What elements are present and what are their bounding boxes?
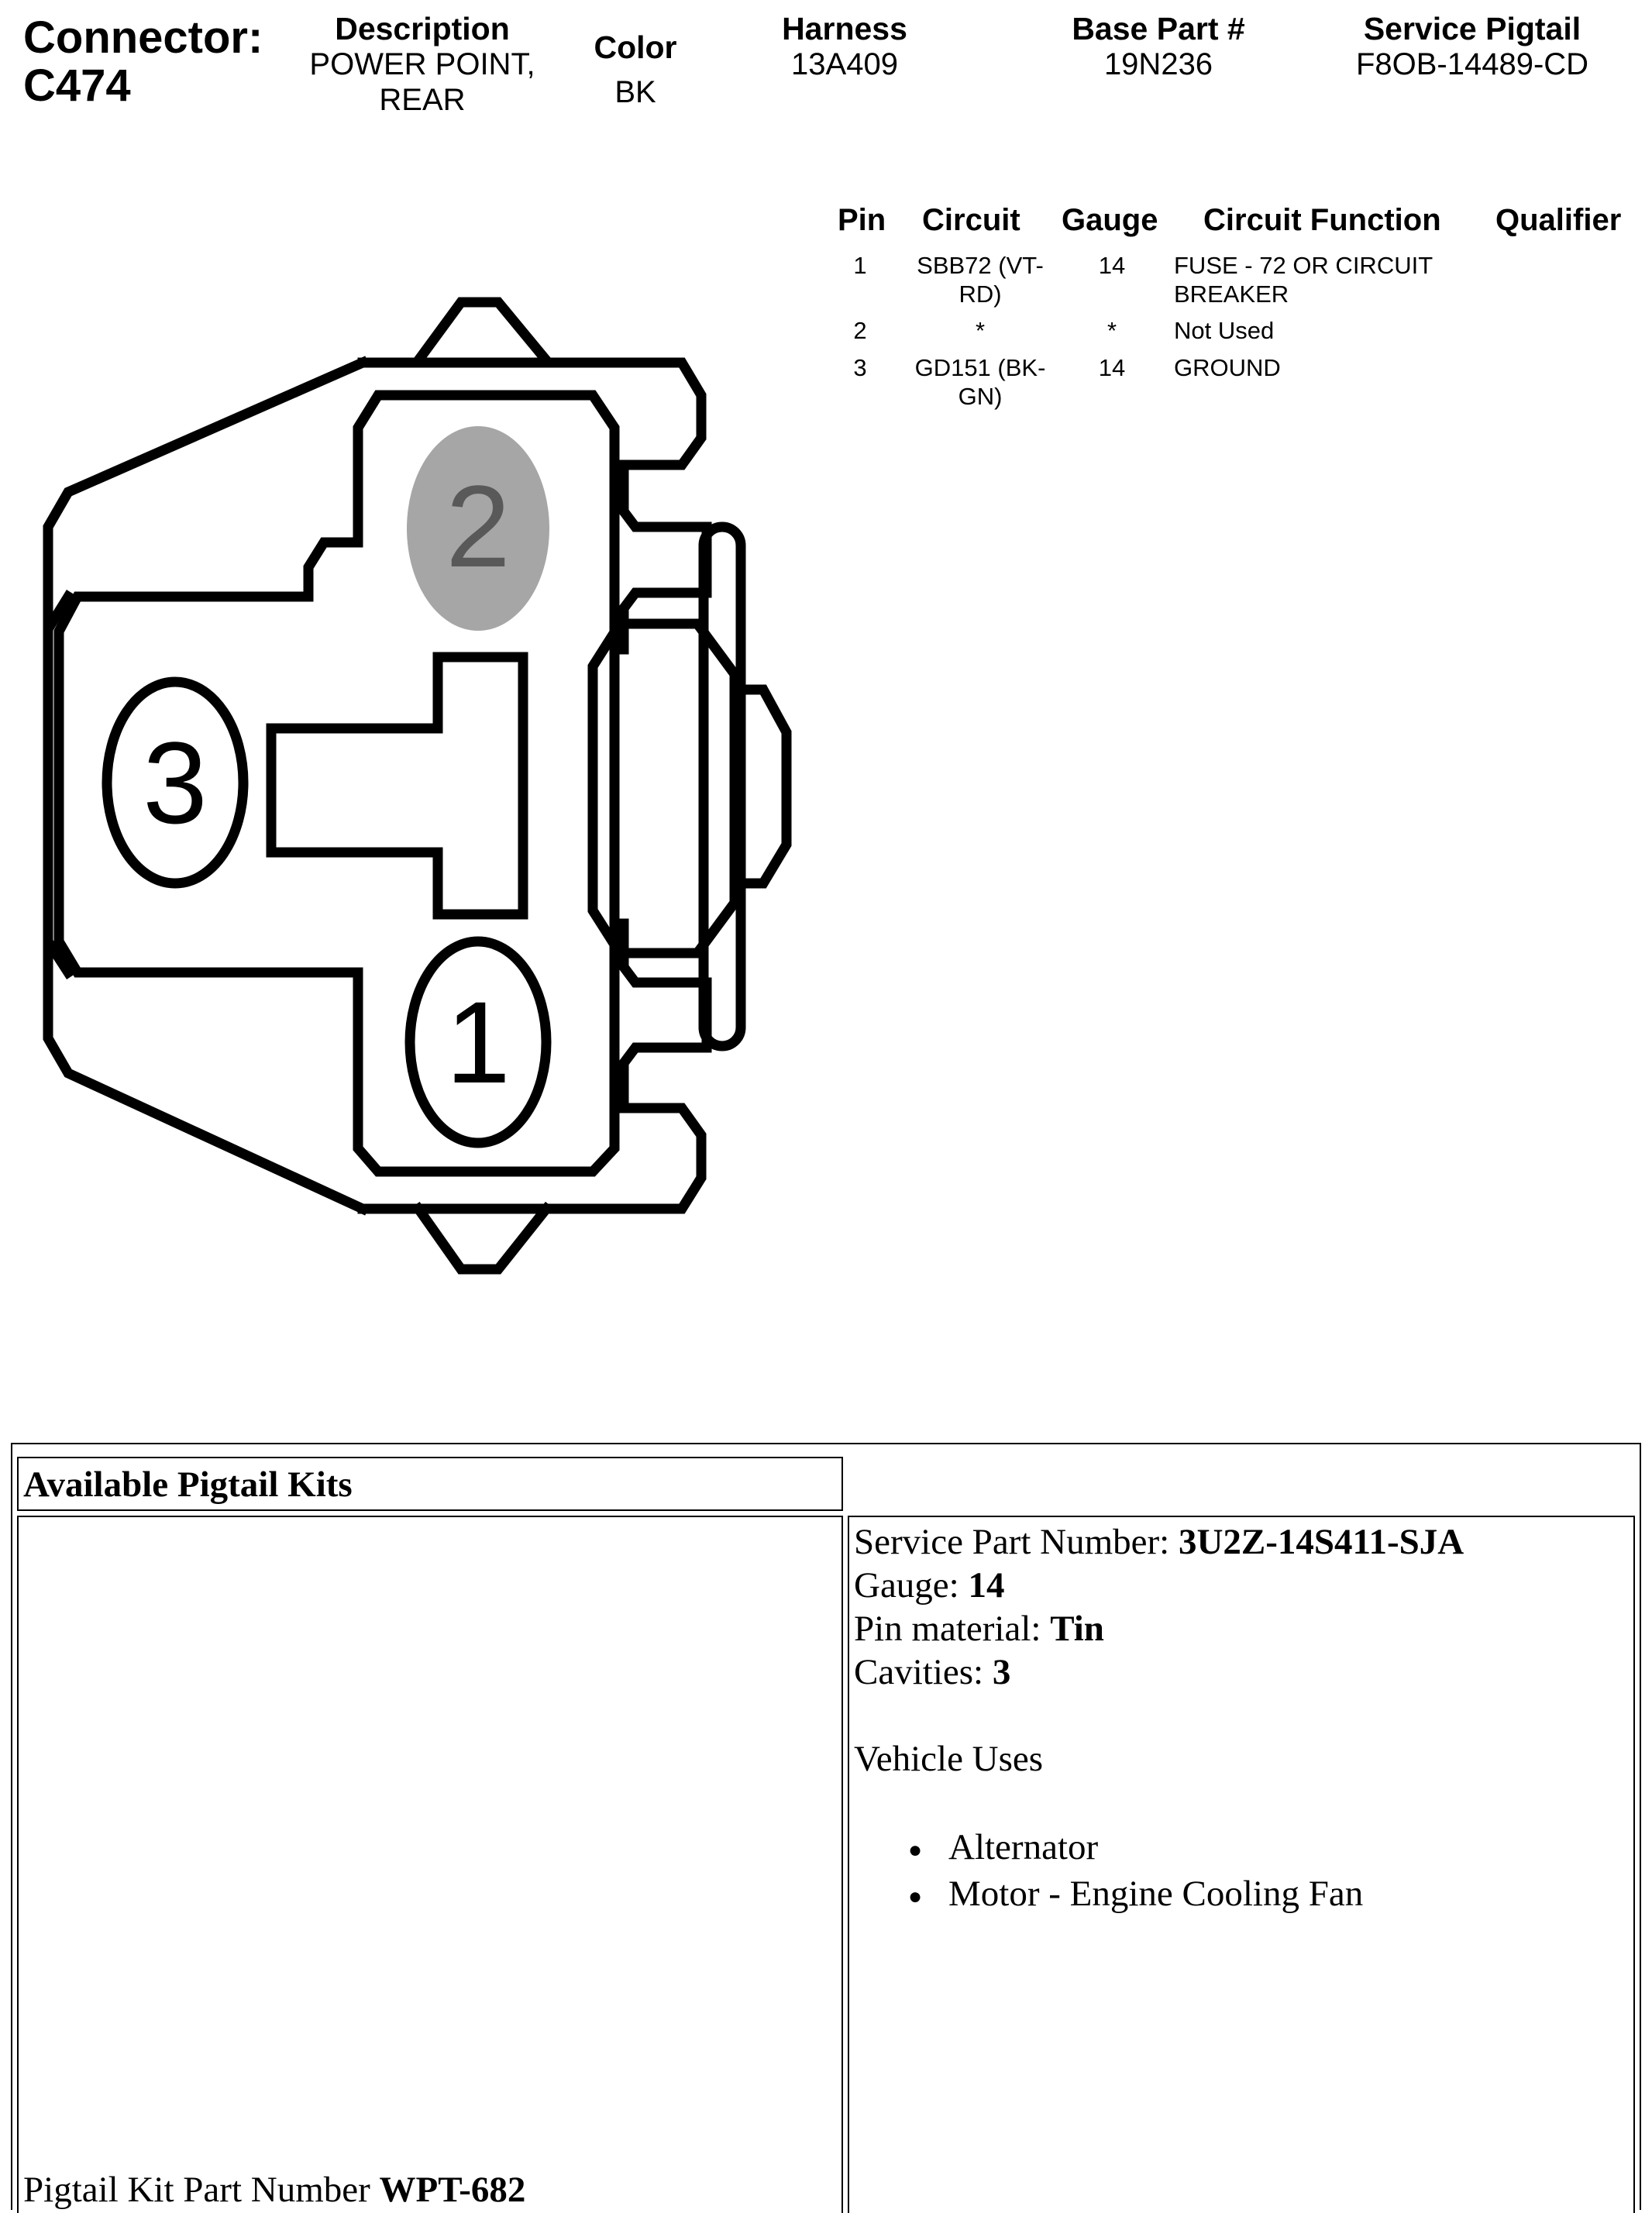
base-part-header: Base Part # xyxy=(1072,11,1245,46)
color-value: BK xyxy=(614,75,656,109)
pigtail-details-cell xyxy=(848,1516,1635,2213)
kit-part-value: WPT-682 xyxy=(379,2170,526,2210)
function-col-header: Circuit Function xyxy=(1203,203,1441,237)
bottom-latch xyxy=(418,1209,546,1269)
cavities-line xyxy=(854,1650,1464,1694)
gauge-cell: 14 xyxy=(1098,252,1126,279)
kit-part-label: Pigtail Kit Part Number xyxy=(23,2170,380,2210)
pin-1-label: 1 xyxy=(446,977,511,1107)
harness-value: 13A409 xyxy=(791,47,898,81)
service-part-value: 3U2Z-14S411-SJA xyxy=(1178,1522,1464,1562)
kit-part-line xyxy=(23,2168,525,2211)
qualifier-col-header: Qualifier xyxy=(1495,203,1622,237)
function-line1: FUSE - 72 OR CIRCUIT xyxy=(1174,252,1433,279)
circuit-line2: RD) xyxy=(959,280,1002,308)
cavities-label: Cavities: xyxy=(854,1652,993,1692)
vehicle-uses-list xyxy=(908,1826,1464,1919)
description-line2: REAR xyxy=(379,83,466,117)
bullet-icon: ● xyxy=(908,1837,923,1864)
pin-material-label: Pin material: xyxy=(854,1609,1051,1649)
base-part-value: 19N236 xyxy=(1103,47,1213,81)
function-cell: Not Used xyxy=(1174,317,1275,344)
vehicle-use: Alternator xyxy=(948,1827,1099,1867)
service-part-label: Service Part Number: xyxy=(854,1522,1179,1562)
circuit-cell: * xyxy=(975,317,986,344)
gauge-label: Gauge: xyxy=(854,1565,969,1606)
top-latch xyxy=(418,302,546,360)
vehicle-uses-heading: Vehicle Uses xyxy=(854,1739,1044,1779)
pin-number: 2 xyxy=(853,317,867,344)
pin-number: 1 xyxy=(853,252,867,279)
harness-header: Harness xyxy=(782,11,907,46)
vehicle-use: Motor - Engine Cooling Fan xyxy=(948,1874,1364,1915)
service-part-line xyxy=(854,1520,1464,1564)
gauge-value: 14 xyxy=(968,1565,1005,1606)
description-line1: POWER POINT, xyxy=(309,47,535,81)
function-cell: GROUND xyxy=(1174,354,1281,381)
color-header: Color xyxy=(594,29,677,65)
connector-label: Connector: xyxy=(23,12,263,63)
service-pigtail-value: F8OB-14489-CD xyxy=(1355,47,1589,81)
gauge-col-header: Gauge xyxy=(1062,203,1158,237)
list-item xyxy=(908,1872,1464,1919)
list-item xyxy=(908,1826,1464,1872)
circuit-col-header: Circuit xyxy=(922,203,1020,237)
bullet-icon: ● xyxy=(908,1884,923,1910)
pin-number: 3 xyxy=(853,354,867,381)
gauge-cell: 14 xyxy=(1098,354,1126,381)
pigtail-image-cell xyxy=(17,1516,843,2213)
pigtail-title-cell xyxy=(17,1457,843,1511)
service-pigtail-header: Service Pigtail xyxy=(1363,11,1581,46)
cavities-value: 3 xyxy=(992,1652,1011,1692)
pin-3-label: 3 xyxy=(143,718,208,848)
pin-col-header: Pin xyxy=(838,203,886,237)
section-title: Available Pigtail Kits xyxy=(23,1464,353,1505)
connector-id: C474 xyxy=(23,60,131,111)
gauge-cell: * xyxy=(1106,317,1117,344)
t-slot xyxy=(271,657,523,914)
pin-material-line xyxy=(854,1607,1464,1650)
circuit-line1: SBB72 (VT- xyxy=(917,252,1044,279)
gauge-line xyxy=(854,1564,1464,1607)
pin-2-label: 2 xyxy=(446,461,511,591)
description-header: Description xyxy=(335,11,510,46)
function-line2: BREAKER xyxy=(1174,280,1289,308)
details-text xyxy=(854,1520,1464,1919)
circuit-line1: GD151 (BK- xyxy=(914,354,1046,381)
circuit-line2: GN) xyxy=(958,383,1003,410)
pin-material-value: Tin xyxy=(1050,1609,1104,1649)
